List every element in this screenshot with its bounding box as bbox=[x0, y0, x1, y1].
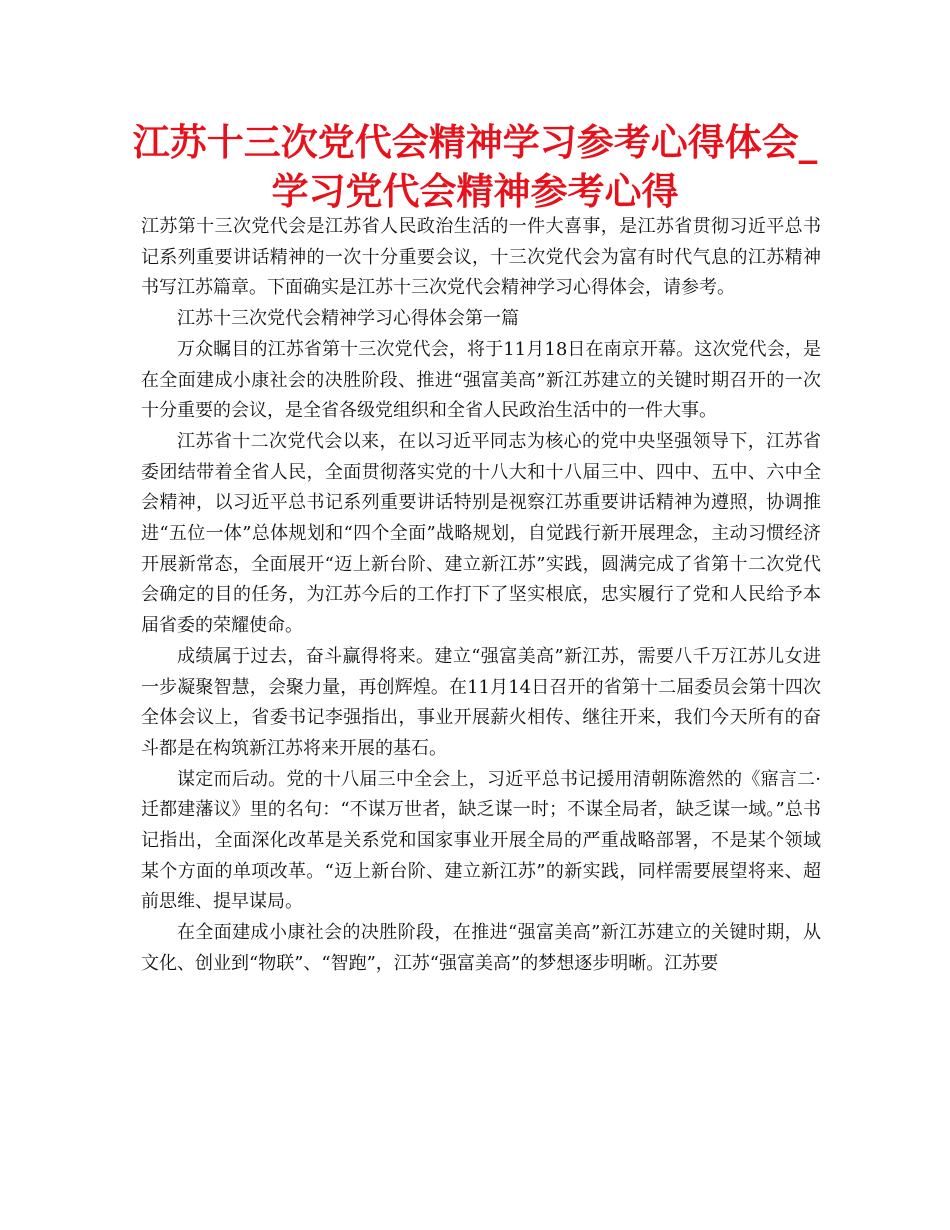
paragraph: 江苏省十二次党代会以来，在以习近平同志为核心的党中央坚强领导下，江苏省委团结带着全省人民，全面贯彻落实党的十八大和十八届三中、四中、五中、六中全会精神，以习近平总书记系列重要讲话特别是视察江苏重要讲话精神为遵照，协调推进“五位一体”总体规划和“四个全面”战略规划，自觉践行新开展理念，主动习惯经济开展新常态，全面展开“迈上新台阶、建立新江苏”实践，圆满完成了省第十二次党代会确定的目的任务，为江苏今后的工作打下了坚实根底，忠实履行了党和人民给予本届省委的荣耀使命。 bbox=[141, 430, 821, 637]
paragraph-intro: 江苏第十三次党代会是江苏省人民政治生活的一件大喜事，是江苏省贯彻习近平总书记系列重要讲话精神的一次十分重要会议，十三次党代会为富有时代气息的江苏精神书写江苏篇章。下面确实是江苏十三次党代会精神学习心得体会，请参考。 bbox=[141, 216, 821, 299]
section-heading: 江苏十三次党代会精神学习心得体会第一篇 bbox=[177, 308, 519, 330]
paragraph: 万众瞩目的江苏省第十三次党代会，将于11月18日在南京开幕。这次党代会，是在全面建成小康社会的决胜阶段、推进“强富美高”新江苏建立的关键时期召开的一次十分重要的会议，是全省各级党组织和全省人民政治生活中的一件大事。 bbox=[141, 338, 821, 422]
document-body bbox=[141, 212, 821, 980]
paragraph: 在全面建成小康社会的决胜阶段，在推进“强富美高”新江苏建立的关键时期，从文化、创业到“物联”、“智跑”，江苏“强富美高”的梦想逐步明晰。江苏要 bbox=[141, 922, 821, 974]
document-title: 江苏十三次党代会精神学习参考心得体会_学习党代会精神参考心得 bbox=[132, 121, 818, 213]
paragraph: 成绩属于过去，奋斗赢得将来。建立“强富美高”新江苏，需要八千万江苏儿女进一步凝聚智慧，会聚力量，再创辉煌。在11月14日召开的省第十二届委员会第十四次全体会议上，省委书记李强指出，事业开展薪火相传、继往开来，我们今天所有的奋斗都是在构筑新江苏将来开展的基石。 bbox=[141, 645, 821, 759]
paragraph: 谋定而后动。党的十八届三中全会上，习近平总书记援用清朝陈澹然的《寤言二·迁都建藩议》里的名句：“不谋万世者，缺乏谋一时；不谋全局者，缺乏谋一域。”总书记指出，全面深化改革是关系党和国家事业开展全局的严重战略部署，不是某个领域某个方面的单项改革。“迈上新台阶、建立新江苏”的新实践，同样需要展望将来、超前思维、提早谋局。 bbox=[141, 768, 821, 913]
